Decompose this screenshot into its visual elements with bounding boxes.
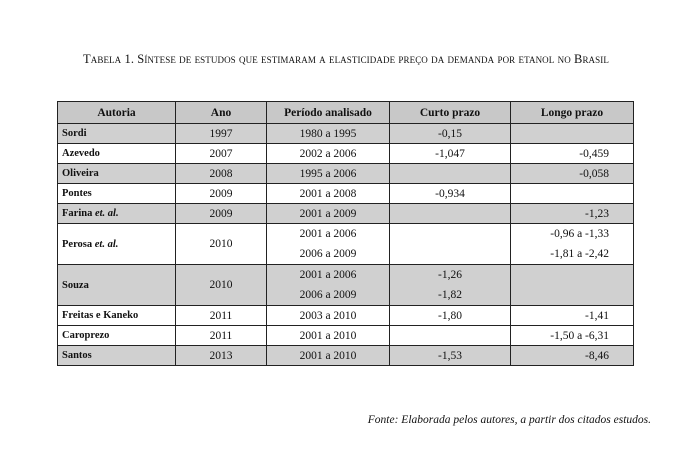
short-term-cell: -1,53 (390, 346, 511, 366)
period-cell: 2001 a 2010 (267, 346, 390, 366)
period-cell: 2002 a 2006 (267, 144, 390, 164)
period-value: 2001 a 2006 (299, 269, 357, 281)
header-period: Período analisado (267, 102, 390, 124)
long-term-cell (511, 124, 634, 144)
year-cell: 2007 (176, 144, 267, 164)
table-source-note: Fonte: Elaborada pelos autores, a partir dos citados estudos. (367, 414, 651, 426)
long-term-cell: -0,459 (511, 144, 634, 164)
header-short-term: Curto prazo (390, 102, 511, 124)
table-row (58, 326, 634, 346)
period-cell: 2001 a 2010 (267, 326, 390, 346)
short-term-cell (390, 164, 511, 184)
author-cell: Oliveira (58, 164, 176, 184)
header-long-term: Longo prazo (511, 102, 634, 124)
author-cell: Perosa et. al. (58, 224, 176, 265)
year-cell: 2009 (176, 204, 267, 224)
short-term-cell: -0,934 (390, 184, 511, 204)
short-term-cell: -1,047 (390, 144, 511, 164)
period-cell: 2003 a 2010 (267, 306, 390, 326)
table-row (58, 184, 634, 204)
period-cell: 1980 a 1995 (267, 124, 390, 144)
long-term-cell: -0,058 (511, 164, 634, 184)
short-term-value: -1,82 (438, 289, 462, 301)
long-term-cell: -1,23 (511, 204, 634, 224)
year-cell: 2011 (176, 326, 267, 346)
table-row (58, 204, 634, 224)
long-term-cell (511, 184, 634, 204)
author-suffix: et. al. (94, 208, 119, 219)
header-row (58, 102, 634, 124)
long-term-cell: -1,50 a -6,31 (511, 326, 634, 346)
year-cell: 2011 (176, 306, 267, 326)
short-term-value: -1,26 (438, 269, 462, 281)
short-term-cell (390, 224, 511, 265)
period-cell (267, 224, 390, 265)
period-value: 2006 a 2009 (299, 248, 357, 260)
author-suffix: et. al. (94, 238, 119, 250)
long-term-cell (511, 224, 634, 265)
short-term-cell: -0,15 (390, 124, 511, 144)
table-row (58, 265, 634, 306)
table-row (58, 224, 634, 265)
short-term-cell (390, 265, 511, 306)
short-term-cell (390, 204, 511, 224)
author-cell: Azevedo (58, 144, 176, 164)
table-caption: Tabela 1. Síntese de estudos que estimaram a elasticidade preço da demanda por etanol no Brasil (83, 52, 609, 66)
author-cell: Caroprezo (58, 326, 176, 346)
period-value: 2001 a 2006 (299, 228, 357, 240)
year-cell: 2010 (176, 265, 267, 306)
long-term-value: -0,96 a -1,33 (550, 228, 609, 240)
table-row (58, 164, 634, 184)
author-cell: Freitas e Kaneko (58, 306, 176, 326)
author-cell: Santos (58, 346, 176, 366)
header-author: Autoria (58, 102, 176, 124)
elasticity-table (57, 101, 634, 366)
period-cell (267, 265, 390, 306)
year-cell: 2013 (176, 346, 267, 366)
long-term-cell: -8,46 (511, 346, 634, 366)
author-cell: Souza (58, 265, 176, 306)
long-term-cell: -1,41 (511, 306, 634, 326)
author-cell: Sordi (58, 124, 176, 144)
year-cell: 2010 (176, 224, 267, 265)
long-term-value: -1,81 a -2,42 (550, 248, 609, 260)
period-cell: 2001 a 2009 (267, 204, 390, 224)
year-cell: 2009 (176, 184, 267, 204)
period-cell: 1995 a 2006 (267, 164, 390, 184)
header-year: Ano (176, 102, 267, 124)
year-cell: 2008 (176, 164, 267, 184)
table-row (58, 144, 634, 164)
table-row (58, 346, 634, 366)
period-cell: 2001 a 2008 (267, 184, 390, 204)
short-term-cell (390, 326, 511, 346)
author-cell: Pontes (58, 184, 176, 204)
table-row (58, 306, 634, 326)
period-value: 2006 a 2009 (299, 289, 357, 301)
table-row (58, 124, 634, 144)
long-term-cell (511, 265, 634, 306)
short-term-cell: -1,80 (390, 306, 511, 326)
year-cell: 1997 (176, 124, 267, 144)
author-cell: Farina et. al. (58, 204, 176, 224)
